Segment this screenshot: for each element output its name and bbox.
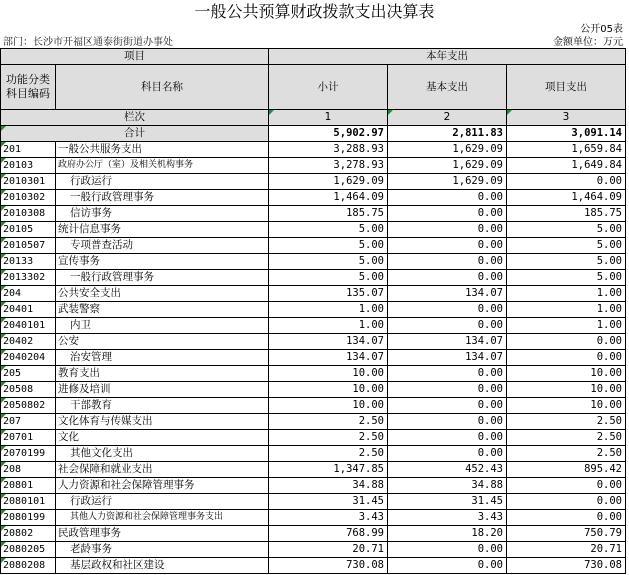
header-project-exp: 项目支出 [507, 65, 626, 110]
row-project: 1.00 [507, 318, 626, 334]
total-basic: 2,811.83 [388, 126, 507, 142]
row-project: 0.00 [507, 494, 626, 510]
row-name: 文化 [56, 430, 269, 446]
row-code: 2080101 [1, 494, 56, 510]
row-basic: 0.00 [388, 238, 507, 254]
row-subtotal: 3,278.93 [269, 158, 388, 174]
header-col1: 1 [269, 110, 388, 126]
table-row [1, 222, 626, 238]
row-subtotal: 134.07 [269, 350, 388, 366]
header-project: 项目 [1, 49, 269, 65]
row-basic: 134.07 [388, 350, 507, 366]
header-col3: 3 [507, 110, 626, 126]
row-code: 2080199 [1, 510, 56, 526]
row-name: 行政运行 [56, 494, 269, 510]
row-project: 0.00 [507, 174, 626, 190]
total-subtotal: 5,902.97 [269, 126, 388, 142]
row-code: 207 [1, 414, 56, 430]
row-name: 其他人力资源和社会保障管理事务支出 [56, 510, 269, 526]
row-project: 2.50 [507, 446, 626, 462]
table-row [1, 238, 626, 254]
table-row [1, 254, 626, 270]
total-label: 合计 [1, 126, 269, 142]
header-lanci: 栏次 [1, 110, 269, 126]
row-project: 1,659.84 [507, 142, 626, 158]
row-basic: 0.00 [388, 430, 507, 446]
row-basic: 0.00 [388, 366, 507, 382]
row-basic: 1,629.09 [388, 142, 507, 158]
row-project: 5.00 [507, 254, 626, 270]
row-code: 2010507 [1, 238, 56, 254]
row-code: 208 [1, 462, 56, 478]
department-label: 部门：长沙市开福区通泰街街道办事处 [3, 37, 173, 48]
row-project: 2.50 [507, 414, 626, 430]
row-project: 20.71 [507, 542, 626, 558]
row-subtotal: 730.08 [269, 558, 388, 574]
row-name: 进修及培训 [56, 382, 269, 398]
row-subtotal: 1.00 [269, 302, 388, 318]
row-name: 行政运行 [56, 174, 269, 190]
row-basic: 0.00 [388, 446, 507, 462]
row-basic: 0.00 [388, 302, 507, 318]
header-current-year: 本年支出 [269, 49, 626, 65]
row-basic: 0.00 [388, 222, 507, 238]
row-code: 2010302 [1, 190, 56, 206]
row-subtotal: 1.00 [269, 318, 388, 334]
row-name: 人力资源和社会保障管理事务 [56, 478, 269, 494]
table-row [1, 414, 626, 430]
row-subtotal: 10.00 [269, 398, 388, 414]
row-subtotal: 10.00 [269, 366, 388, 382]
row-project: 1.00 [507, 286, 626, 302]
table-row [1, 286, 626, 302]
unit-label: 金额单位：万元 [553, 37, 623, 48]
row-basic: 0.00 [388, 206, 507, 222]
row-project: 1,464.09 [507, 190, 626, 206]
row-code: 2010308 [1, 206, 56, 222]
row-basic: 0.00 [388, 398, 507, 414]
table-row [1, 334, 626, 350]
row-name: 干部教育 [56, 398, 269, 414]
row-subtotal: 768.99 [269, 526, 388, 542]
header-subject-name: 科目名称 [56, 65, 269, 110]
row-basic: 0.00 [388, 558, 507, 574]
row-subtotal: 1,347.85 [269, 462, 388, 478]
table-row [1, 494, 626, 510]
row-code: 201 [1, 142, 56, 158]
row-project: 185.75 [507, 206, 626, 222]
row-basic: 0.00 [388, 270, 507, 286]
row-code: 2013302 [1, 270, 56, 286]
table-row [1, 158, 626, 174]
row-project: 895.42 [507, 462, 626, 478]
total-project: 3,091.14 [507, 126, 626, 142]
row-code: 20103 [1, 158, 56, 174]
row-code: 204 [1, 286, 56, 302]
row-project: 0.00 [507, 478, 626, 494]
row-project: 750.79 [507, 526, 626, 542]
row-project: 730.08 [507, 558, 626, 574]
row-name: 教育支出 [56, 366, 269, 382]
row-basic: 0.00 [388, 382, 507, 398]
header-col2: 2 [388, 110, 507, 126]
table-row [1, 366, 626, 382]
row-basic: 0.00 [388, 190, 507, 206]
row-subtotal: 31.45 [269, 494, 388, 510]
row-project: 1,649.84 [507, 158, 626, 174]
row-subtotal: 5.00 [269, 238, 388, 254]
row-project: 10.00 [507, 366, 626, 382]
row-name: 一般行政管理事务 [56, 270, 269, 286]
row-project: 0.00 [507, 510, 626, 526]
table-row [1, 462, 626, 478]
row-code: 20133 [1, 254, 56, 270]
row-basic: 34.88 [388, 478, 507, 494]
row-name: 信访事务 [56, 206, 269, 222]
row-name: 民政管理事务 [56, 526, 269, 542]
row-basic: 0.00 [388, 414, 507, 430]
row-subtotal: 185.75 [269, 206, 388, 222]
table-row [1, 350, 626, 366]
row-basic: 1,629.09 [388, 158, 507, 174]
row-basic: 134.07 [388, 286, 507, 302]
report-title: 一般公共预算财政拨款支出决算表 [194, 2, 435, 21]
row-subtotal: 2.50 [269, 446, 388, 462]
row-project: 2.50 [507, 430, 626, 446]
row-basic: 452.43 [388, 462, 507, 478]
row-code: 20402 [1, 334, 56, 350]
table-row [1, 558, 626, 574]
row-project: 0.00 [507, 334, 626, 350]
row-subtotal: 5.00 [269, 254, 388, 270]
row-code: 205 [1, 366, 56, 382]
row-code: 20508 [1, 382, 56, 398]
header-func-code: 功能分类科目编码 [1, 65, 56, 110]
row-name: 宣传事务 [56, 254, 269, 270]
row-project: 5.00 [507, 238, 626, 254]
row-subtotal: 5.00 [269, 270, 388, 286]
row-subtotal: 10.00 [269, 382, 388, 398]
header-basic: 基本支出 [388, 65, 507, 110]
row-name: 文化体育与传媒支出 [56, 414, 269, 430]
row-name: 其他文化支出 [56, 446, 269, 462]
table-row [1, 382, 626, 398]
table-row [1, 318, 626, 334]
table-row [1, 142, 626, 158]
row-subtotal: 2.50 [269, 414, 388, 430]
table-row [1, 398, 626, 414]
row-code: 2080205 [1, 542, 56, 558]
row-subtotal: 5.00 [269, 222, 388, 238]
row-basic: 134.07 [388, 334, 507, 350]
table-row [1, 190, 626, 206]
row-code: 20802 [1, 526, 56, 542]
table-row [1, 526, 626, 542]
row-project: 10.00 [507, 382, 626, 398]
row-name: 武装警察 [56, 302, 269, 318]
table-row [1, 302, 626, 318]
row-name: 内卫 [56, 318, 269, 334]
row-name: 专项普查活动 [56, 238, 269, 254]
row-name: 社会保障和就业支出 [56, 462, 269, 478]
row-name: 公共安全支出 [56, 286, 269, 302]
row-subtotal: 135.07 [269, 286, 388, 302]
row-subtotal: 1,629.09 [269, 174, 388, 190]
row-project: 5.00 [507, 270, 626, 286]
row-basic: 0.00 [388, 318, 507, 334]
row-name: 一般行政管理事务 [56, 190, 269, 206]
row-basic: 3.43 [388, 510, 507, 526]
table-row [1, 174, 626, 190]
table-row [1, 478, 626, 494]
table-row [1, 430, 626, 446]
row-code: 2010301 [1, 174, 56, 190]
row-code: 20401 [1, 302, 56, 318]
row-code: 2040101 [1, 318, 56, 334]
row-name: 治安管理 [56, 350, 269, 366]
row-basic: 1,629.09 [388, 174, 507, 190]
row-name: 政府办公厅（室）及相关机构事务 [56, 158, 269, 174]
row-basic: 0.00 [388, 254, 507, 270]
row-project: 0.00 [507, 350, 626, 366]
table-row [1, 446, 626, 462]
table-row [1, 510, 626, 526]
expenditure-table [0, 48, 626, 574]
row-subtotal: 3.43 [269, 510, 388, 526]
row-subtotal: 2.50 [269, 430, 388, 446]
row-project: 1.00 [507, 302, 626, 318]
row-basic: 18.20 [388, 526, 507, 542]
row-name: 基层政权和社区建设 [56, 558, 269, 574]
row-code: 2040204 [1, 350, 56, 366]
row-project: 10.00 [507, 398, 626, 414]
row-subtotal: 134.07 [269, 334, 388, 350]
row-code: 20801 [1, 478, 56, 494]
table-row [1, 542, 626, 558]
form-code: 公开05表 [580, 24, 623, 35]
row-name: 一般公共服务支出 [56, 142, 269, 158]
row-code: 2070199 [1, 446, 56, 462]
header-subtotal: 小计 [269, 65, 388, 110]
row-name: 公安 [56, 334, 269, 350]
row-basic: 31.45 [388, 494, 507, 510]
row-code: 20701 [1, 430, 56, 446]
row-name: 老龄事务 [56, 542, 269, 558]
row-subtotal: 20.71 [269, 542, 388, 558]
table-row [1, 270, 626, 286]
row-code: 20105 [1, 222, 56, 238]
row-basic: 0.00 [388, 542, 507, 558]
row-name: 统计信息事务 [56, 222, 269, 238]
row-subtotal: 3,288.93 [269, 142, 388, 158]
row-code: 2050802 [1, 398, 56, 414]
row-subtotal: 34.88 [269, 478, 388, 494]
table-row [1, 206, 626, 222]
row-project: 5.00 [507, 222, 626, 238]
row-code: 2080208 [1, 558, 56, 574]
row-subtotal: 1,464.09 [269, 190, 388, 206]
